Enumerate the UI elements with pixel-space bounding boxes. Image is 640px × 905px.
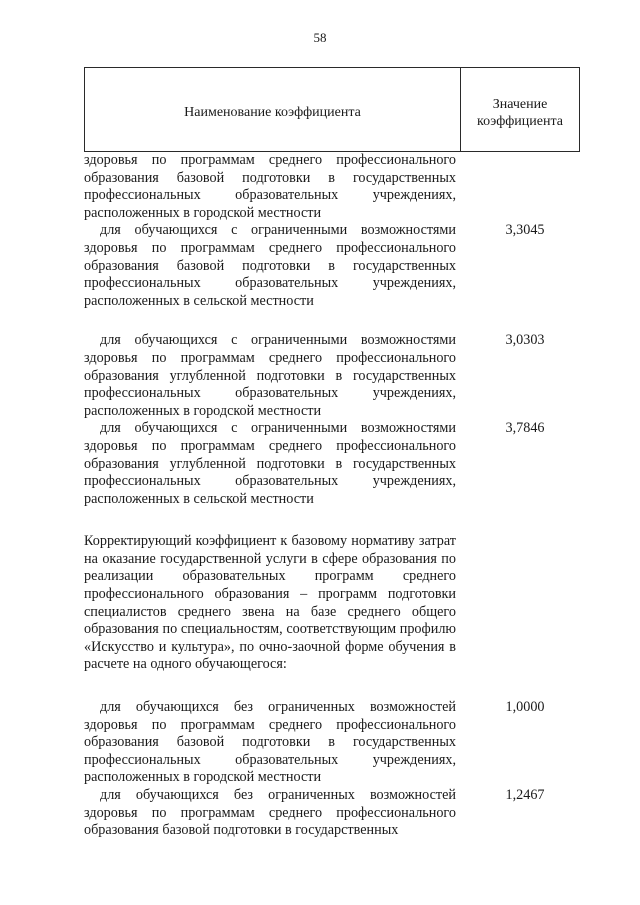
row-text: для обучающихся с ограниченными возможностями здоровья по программам среднего профессионального образования углубленной подготовки в государственных профессиональных образовательных учреждениях, расположенных в сельской местности: [84, 420, 456, 507]
row-text: для обучающихся без ограниченных возможностей здоровья по программам среднего профессионального образования базовой подготовки в государственных: [84, 787, 456, 839]
row-text: для обучающихся с ограниченными возможностями здоровья по программам среднего профессионального образования углубленной подготовки в государственных профессиональных образовательных учреждениях, расположенных в городской местности: [84, 332, 456, 419]
row-text: для обучающихся без ограниченных возможностей здоровья по программам среднего профессионального образования базовой подготовки в государственных профессиональных образовательных учреждениях, расположенных в городской местности: [84, 699, 456, 786]
row-value: [456, 533, 580, 674]
section-heading-text: Корректирующий коэффициент к базовому нормативу затрат на оказание государственной услуги в сфере образования по реализации образовательных программ среднего профессионального образования – программ подготовки специалистов среднего звена на базе среднего общего образования по специальностям, соответствующим профилю «Искусство и культура», по очно-заочной форме обучения в расчете на одного обучающегося:: [84, 533, 456, 673]
coefficient-table-body: [84, 152, 580, 840]
page-number: 58: [313, 30, 327, 45]
row-value: 3,3045: [505, 222, 545, 239]
row-value: 3,7846: [505, 420, 545, 437]
row-value: 1,0000: [505, 699, 545, 716]
table-header: [84, 67, 580, 152]
row-value: [456, 152, 580, 222]
table-row: [84, 222, 580, 310]
row-value: 3,0303: [505, 332, 545, 349]
column-header-value: [461, 68, 579, 151]
row-text: здоровья по программам среднего профессионального образования базовой подготовки в государственных профессиональных образовательных учреждениях, расположенных в городской местности: [84, 152, 456, 221]
table-row: [84, 332, 580, 420]
row-text: для обучающихся с ограниченными возможностями здоровья по программам среднего профессионального образования базовой подготовки в государственных профессиональных образовательных учреждениях, расположенных в сельской местности: [84, 222, 456, 309]
table-row: [84, 533, 580, 674]
row-value: 1,2467: [505, 787, 545, 803]
column-header-value-line1: Значение: [492, 96, 548, 112]
table-row: [84, 787, 580, 840]
table-row: [84, 420, 580, 508]
column-header-name: Наименование коэффициента: [85, 68, 461, 151]
table-row: [84, 152, 580, 222]
table-row: [84, 699, 580, 787]
column-header-value-line2: коэффициента: [477, 113, 563, 129]
